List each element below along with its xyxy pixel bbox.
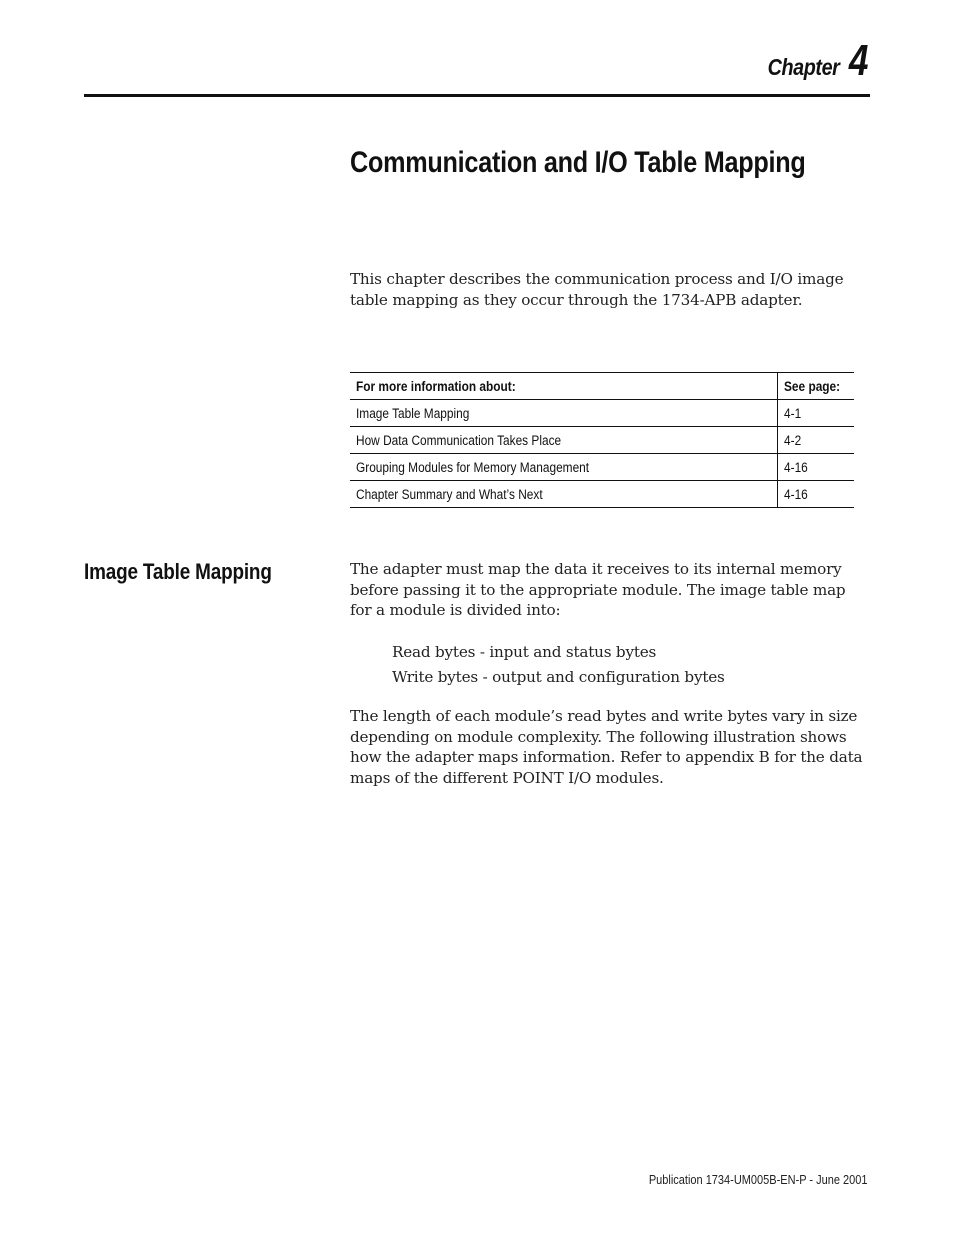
byte-types-list — [392, 640, 725, 690]
table-cell-topic: Chapter Summary and What’s Next — [356, 486, 543, 502]
table-row — [350, 481, 854, 508]
table-header-page: See page: — [778, 373, 855, 400]
table-cell-page: 4-1 — [778, 400, 855, 427]
table-header-row — [350, 373, 854, 400]
table-cell-topic: How Data Communication Takes Place — [356, 432, 562, 448]
page-title: Communication and I/O Table Mapping — [350, 146, 806, 179]
chapter-heading — [756, 36, 868, 86]
section-paragraph-2: The length of each module’s read bytes and write bytes vary in size depending on module complexity. The following illustration shows how the adapter maps information. Refer to appendix B for the data maps of the different POINT I/O modules. — [350, 707, 863, 787]
table-row — [350, 427, 854, 454]
table-cell-page: 4-16 — [778, 481, 855, 508]
header-rule — [84, 94, 870, 97]
section-heading: Image Table Mapping — [84, 559, 272, 584]
table-cell-page: 4-2 — [778, 427, 855, 454]
section-paragraph-1: The adapter must map the data it receives to its internal memory before passing it to the appropriate module. The image table map for a module is divided into: — [350, 560, 846, 619]
publication-footer: Publication 1734-UM005B-EN-P - June 2001 — [649, 1173, 868, 1187]
table-cell-topic: Image Table Mapping — [356, 405, 470, 421]
intro-paragraph: This chapter describes the communication process and I/O image table mapping as they occur through the 1734-APB adapter. — [350, 270, 844, 309]
list-item: Read bytes - input and status bytes — [392, 643, 657, 661]
list-item: Write bytes - output and configuration bytes — [392, 668, 725, 686]
table-cell-page: 4-16 — [778, 454, 855, 481]
table-row — [350, 400, 854, 427]
chapter-label: Chapter — [767, 54, 840, 80]
chapter-number: 4 — [848, 36, 868, 85]
table-cell-topic: Grouping Modules for Memory Management — [356, 459, 590, 475]
table-header-topic: For more information about: — [356, 378, 516, 394]
table-row — [350, 454, 854, 481]
reference-table — [350, 372, 854, 508]
